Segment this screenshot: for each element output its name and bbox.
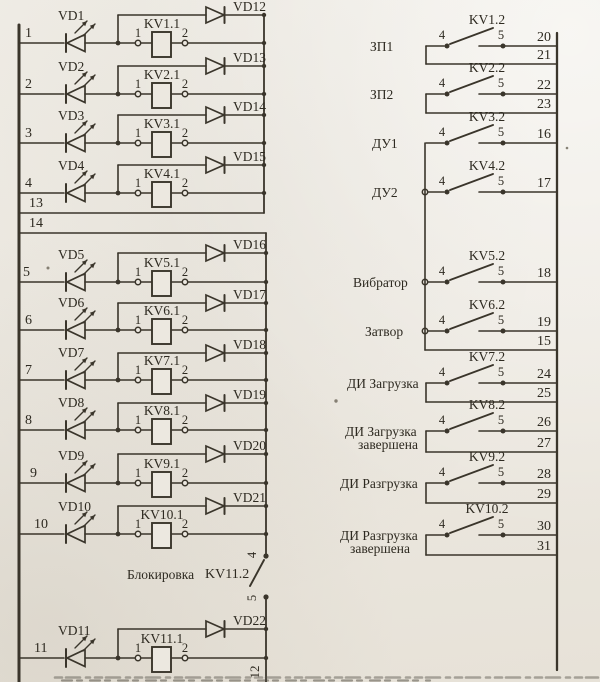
contact-blade-KV9.2 [450, 465, 493, 481]
right-pin-number: 17 [537, 176, 551, 191]
bus-connection-dot [262, 191, 266, 195]
bus-connection-dot [264, 280, 268, 284]
coil-label: KV4.1 [143, 166, 181, 181]
contact-terminal-number: 4 [438, 465, 446, 479]
coil-terminal-number: 2 [181, 641, 189, 655]
bus-connection-dot [264, 328, 268, 332]
left-pin-number: 2 [25, 77, 32, 92]
device-label: ДУ2 [372, 185, 398, 200]
junction-dot [116, 141, 121, 146]
contact-blade-KV2.2 [450, 76, 493, 92]
coil-KV7.1 [152, 369, 171, 394]
diode-VD21 [206, 498, 224, 514]
contact-label: KV9.2 [468, 449, 506, 464]
left-pin-number: 9 [30, 466, 37, 481]
led-label: VD6 [58, 295, 85, 310]
junction-dot [116, 41, 121, 46]
contact-blade-KV7.2 [450, 365, 493, 381]
contact-terminal-4 [445, 92, 450, 97]
junction-dot [116, 428, 121, 433]
coil-terminal-number: 1 [134, 413, 142, 427]
contact-label: KV4.2 [468, 158, 506, 173]
device-label: Затвор [365, 324, 404, 339]
contact-terminal-5 [501, 280, 506, 285]
led-label: VD11 [58, 623, 91, 638]
coil-terminal-2 [182, 377, 187, 382]
diode-VD12 [206, 7, 224, 23]
contact-terminal-number: 4 [438, 174, 446, 188]
right-pin-number: 22 [537, 78, 551, 93]
left-pin-number: 11 [34, 641, 48, 656]
diode-label: VD15 [233, 149, 266, 164]
coil-terminal-2 [182, 427, 187, 432]
coil-label: KV3.1 [143, 116, 181, 131]
contact-terminal-5 [501, 141, 506, 146]
right-pin-number: 27 [537, 436, 551, 451]
coil-terminal-number: 2 [181, 413, 189, 427]
left-pin-number: 6 [25, 313, 32, 328]
junction-dot [116, 656, 121, 661]
right-pin-number: 26 [537, 415, 551, 430]
coil-label: KV8.1 [143, 403, 181, 418]
led-VD7 [67, 372, 85, 389]
coil-terminal-2 [182, 40, 187, 45]
junction-dot [116, 378, 121, 383]
diode-VD16 [206, 245, 224, 261]
bus-connection-dot [262, 41, 266, 45]
led-VD6 [67, 322, 85, 339]
diode-label: VD13 [233, 50, 266, 65]
led-label: VD5 [58, 247, 85, 262]
right-pin-number: 23 [537, 97, 551, 112]
contact-blade-KV4.2 [450, 174, 493, 190]
contact-terminal-4 [445, 381, 450, 386]
coil-terminal-number: 1 [134, 466, 142, 480]
contact-label: KV2.2 [468, 60, 506, 75]
diode-VD20 [206, 446, 224, 462]
contact-blade-KV6.2 [450, 313, 493, 329]
bus-connection-dot [262, 141, 266, 145]
diode-VD15 [206, 157, 224, 173]
contact-terminal-number: 4 [438, 264, 446, 278]
diode-label: VD18 [233, 337, 266, 352]
diode-VD13 [206, 58, 224, 74]
diode-label: VD12 [233, 0, 266, 14]
coil-terminal-number: 2 [181, 176, 189, 190]
right-pin-number: 20 [537, 30, 551, 45]
led-VD8 [67, 422, 85, 439]
led-label: VD7 [58, 345, 85, 360]
contact-label: KV3.2 [468, 109, 506, 124]
contact-terminal-4 [445, 44, 450, 49]
device-label: ДУ1 [372, 136, 398, 151]
device-label: завершена [358, 437, 418, 452]
led-VD3 [67, 135, 85, 152]
bus-connection-dot [264, 428, 268, 432]
diode-label: VD16 [233, 237, 266, 252]
coil-terminal-1 [135, 279, 140, 284]
contact-terminal-number: 5 [497, 76, 505, 90]
coil-KV5.1 [152, 271, 171, 296]
diode-VD18 [206, 345, 224, 361]
contact-terminal-number: 5 [497, 174, 505, 188]
contact-terminal-5 [501, 44, 506, 49]
diode-label: VD20 [233, 438, 266, 453]
junction-dot [116, 92, 121, 97]
coil-KV3.1 [152, 132, 171, 157]
coil-terminal-number: 2 [181, 265, 189, 279]
coil-terminal-2 [182, 327, 187, 332]
coil-terminal-1 [135, 140, 140, 145]
coil-label: KV2.1 [143, 67, 181, 82]
junction-dot [116, 191, 121, 196]
led-label: VD3 [58, 108, 85, 123]
coil-terminal-1 [135, 531, 140, 536]
scan-speck [334, 399, 337, 402]
coil-terminal-number: 1 [134, 641, 142, 655]
contact-label: KV1.2 [468, 12, 506, 27]
right-pin-number: 21 [537, 48, 551, 63]
contact-terminal-5 [501, 190, 506, 195]
contact-terminal-5 [501, 92, 506, 97]
contact-terminal-5 [501, 381, 506, 386]
coil-terminal-1 [135, 655, 140, 660]
interlock-terminal-number: 5 [245, 594, 259, 602]
led-label: VD1 [58, 8, 85, 23]
diode-VD14 [206, 107, 224, 123]
coil-terminal-number: 2 [181, 126, 189, 140]
diode-VD22 [206, 621, 224, 637]
contact-label: KV8.2 [468, 397, 506, 412]
diode-VD17 [206, 295, 224, 311]
contact-terminal-4 [445, 190, 450, 195]
contact-terminal-number: 5 [497, 465, 505, 479]
diode-label: VD22 [233, 613, 266, 628]
contact-terminal-number: 4 [438, 125, 446, 139]
interlock-terminal-5 [263, 594, 268, 599]
device-label: ДИ Загрузка [347, 376, 419, 391]
contact-terminal-number: 4 [438, 517, 446, 531]
led-VD10 [67, 526, 85, 543]
led-VD1 [67, 35, 85, 52]
device-label: ДИ Разгрузка [340, 476, 418, 491]
led-VD2 [67, 86, 85, 103]
bus-connection-dot [264, 656, 268, 660]
junction-dot [116, 280, 121, 285]
interlock-contact-blade [250, 560, 264, 586]
led-label: VD10 [58, 499, 91, 514]
coil-label: KV10.1 [140, 507, 184, 522]
coil-terminal-number: 2 [181, 313, 189, 327]
bus-connection-dot [262, 92, 266, 96]
coil-KV11.1 [152, 647, 171, 672]
coil-terminal-2 [182, 655, 187, 660]
coil-terminal-number: 1 [134, 26, 142, 40]
coil-terminal-1 [135, 91, 140, 96]
diode-label: VD19 [233, 387, 266, 402]
contact-label: KV10.2 [465, 501, 509, 516]
coil-terminal-2 [182, 140, 187, 145]
device-label: Вибратор [353, 275, 408, 290]
right-pin-number: 31 [537, 539, 551, 554]
coil-label: KV6.1 [143, 303, 181, 318]
contact-blade-KV8.2 [450, 413, 493, 429]
contact-terminal-4 [445, 429, 450, 434]
coil-terminal-number: 1 [134, 363, 142, 377]
left-pin-number: 8 [25, 413, 32, 428]
coil-terminal-1 [135, 327, 140, 332]
coil-terminal-number: 2 [181, 363, 189, 377]
junction-dot [116, 328, 121, 333]
coil-KV1.1 [152, 32, 171, 57]
left-pin-number: 14 [29, 216, 43, 231]
coil-terminal-1 [135, 190, 140, 195]
contact-terminal-number: 5 [497, 264, 505, 278]
coil-terminal-1 [135, 377, 140, 382]
scan-speck [47, 267, 50, 270]
right-pin-number: 28 [537, 467, 551, 482]
coil-terminal-number: 1 [134, 265, 142, 279]
device-label: завершена [350, 541, 410, 556]
coil-KV9.1 [152, 472, 171, 497]
bus-connection-dot [264, 532, 268, 536]
contact-terminal-5 [501, 429, 506, 434]
coil-terminal-number: 2 [181, 466, 189, 480]
contact-blade-KV3.2 [450, 125, 493, 141]
right-pin-number: 24 [537, 367, 551, 382]
right-pin-number: 19 [537, 315, 551, 330]
coil-KV10.1 [152, 523, 171, 548]
contact-terminal-number: 4 [438, 313, 446, 327]
scan-speck [566, 147, 569, 150]
coil-KV6.1 [152, 319, 171, 344]
device-label: ДИ Загрузка [345, 424, 417, 439]
contact-terminal-5 [501, 533, 506, 538]
left-pin-number: 13 [29, 196, 43, 211]
coil-terminal-number: 1 [134, 176, 142, 190]
coil-KV2.1 [152, 83, 171, 108]
coil-terminal-2 [182, 531, 187, 536]
contact-terminal-number: 5 [497, 517, 505, 531]
interlock-contact-label: KV11.2 [205, 567, 250, 582]
contact-terminal-number: 4 [438, 365, 446, 379]
coil-label: KV5.1 [143, 255, 181, 270]
coil-terminal-number: 1 [134, 517, 142, 531]
left-pin-number: 5 [23, 265, 30, 280]
coil-label: KV9.1 [143, 456, 181, 471]
contact-blade-KV5.2 [450, 264, 493, 280]
coil-terminal-2 [182, 91, 187, 96]
device-label: ЗП2 [370, 87, 394, 102]
contact-terminal-4 [445, 481, 450, 486]
led-VD9 [67, 475, 85, 492]
left-pin-number: 7 [25, 363, 32, 378]
right-pin-number: 16 [537, 127, 551, 142]
coil-terminal-1 [135, 40, 140, 45]
contact-terminal-4 [445, 533, 450, 538]
contact-label: KV6.2 [468, 297, 506, 312]
contact-label: KV5.2 [468, 248, 506, 263]
coil-terminal-number: 2 [181, 517, 189, 531]
contact-terminal-number: 5 [497, 125, 505, 139]
coil-terminal-1 [135, 480, 140, 485]
diode-label: VD14 [233, 99, 266, 114]
contact-blade-KV1.2 [450, 28, 493, 44]
coil-terminal-number: 1 [134, 126, 142, 140]
coil-terminal-number: 1 [134, 313, 142, 327]
led-label: VD2 [58, 59, 85, 74]
contact-terminal-number: 4 [438, 28, 446, 42]
left-pin-number: 10 [34, 517, 48, 532]
contact-terminal-number: 4 [438, 76, 446, 90]
led-label: VD8 [58, 395, 85, 410]
contact-terminal-number: 5 [497, 313, 505, 327]
device-label: ДИ Разгрузка [340, 528, 418, 543]
contact-label: KV7.2 [468, 349, 506, 364]
bus-connection-dot [264, 481, 268, 485]
led-label: VD4 [58, 158, 85, 173]
diode-label: VD17 [233, 287, 266, 302]
contact-blade-KV10.2 [450, 517, 493, 533]
bottom-wire-number: 12 [247, 665, 262, 679]
contact-terminal-5 [501, 481, 506, 486]
led-VD4 [67, 185, 85, 202]
contact-terminal-4 [445, 280, 450, 285]
coil-label: KV1.1 [143, 16, 181, 31]
contact-terminal-5 [501, 329, 506, 334]
left-pin-number: 1 [25, 26, 32, 41]
coil-label: KV7.1 [143, 353, 181, 368]
right-pin-number: 29 [537, 487, 551, 502]
right-pin-number: 25 [537, 386, 551, 401]
coil-terminal-number: 1 [134, 77, 142, 91]
coil-terminal-2 [182, 279, 187, 284]
contact-terminal-number: 5 [497, 28, 505, 42]
contact-terminal-4 [445, 141, 450, 146]
right-pin-number: 18 [537, 266, 551, 281]
left-pin-number: 4 [25, 176, 32, 191]
junction-dot [116, 532, 121, 537]
coil-terminal-number: 2 [181, 77, 189, 91]
contact-terminal-number: 4 [438, 413, 446, 427]
coil-KV8.1 [152, 419, 171, 444]
coil-label: KV11.1 [140, 631, 184, 646]
diode-label: VD21 [233, 490, 266, 505]
diode-VD19 [206, 395, 224, 411]
coil-terminal-number: 2 [181, 26, 189, 40]
led-label: VD9 [58, 448, 85, 463]
contact-terminal-number: 5 [497, 365, 505, 379]
coil-KV4.1 [152, 182, 171, 207]
interlock-terminal-number: 4 [245, 551, 259, 559]
contact-terminal-4 [445, 329, 450, 334]
junction-dot [116, 481, 121, 486]
led-VD11 [67, 650, 85, 667]
led-VD5 [67, 274, 85, 291]
coil-terminal-2 [182, 480, 187, 485]
contact-terminal-number: 5 [497, 413, 505, 427]
bus-connection-dot [264, 378, 268, 382]
interlock-label: Блокировка [127, 567, 195, 582]
right-pin-number: 30 [537, 519, 551, 534]
coil-terminal-1 [135, 427, 140, 432]
coil-terminal-2 [182, 190, 187, 195]
right-pin-number: 15 [537, 334, 551, 349]
left-pin-number: 3 [25, 126, 32, 141]
interlock-terminal-4 [263, 553, 268, 558]
device-label: ЗП1 [370, 39, 394, 54]
